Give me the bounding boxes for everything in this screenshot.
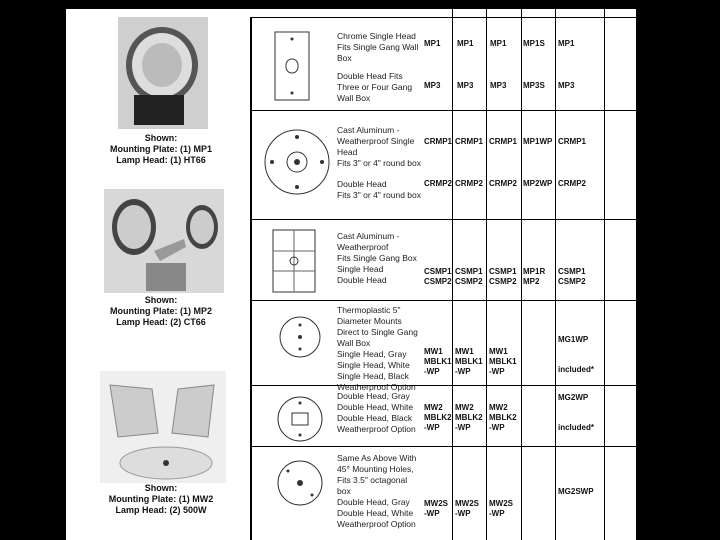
column-divider: [604, 9, 605, 540]
round-plate-drawing: [262, 127, 332, 197]
cell: MG1WP included*: [558, 335, 595, 374]
cell: CRMP2: [455, 179, 484, 188]
photo-single-head-mp1: [118, 17, 208, 129]
cell: MP3: [490, 81, 507, 90]
cell: CRMP2: [558, 179, 587, 188]
lamp-photo-image: [104, 189, 224, 293]
column-divider: [555, 9, 556, 540]
row-4-desc: Thermoplastic 5" Diameter Mounts Direct to Single Gang Wall Box Single Head, Gray Single Head, White Single Head, Black Weatherproof Option: [337, 305, 418, 392]
column-divider: [486, 9, 487, 540]
table-border-left: [250, 17, 252, 540]
row-6-desc: Same As Above With 45° Mounting Holes, Fits 3.5" octagonal box Double Head, Gray Double Head, White Weatherproof Option: [337, 453, 417, 529]
cell: CSMP1 CSMP2: [455, 267, 483, 286]
cell: CRMP1: [455, 137, 484, 146]
cell: CRMP2: [424, 179, 453, 188]
lamp-photo-image: [100, 371, 226, 483]
cell: MP3: [558, 81, 575, 90]
table-border-top: [250, 17, 636, 18]
column-divider: [452, 9, 453, 540]
row-divider: [250, 110, 636, 111]
cell: MP1: [457, 39, 474, 48]
cell: MW2 MBLK2 -WP: [455, 403, 483, 432]
row-3-desc: Cast Aluminum - Weatherproof Fits Single Gang Box Single Head Double Head: [337, 231, 417, 285]
cell: MP3S: [523, 81, 545, 90]
row-2-desc-a: Cast Aluminum - Weatherproof Single Head Fits 3" or 4" round box: [337, 125, 421, 168]
cell: MG2SWP: [558, 487, 594, 496]
cell: MW1 MBLK1 -WP: [455, 347, 483, 376]
wall-plate-drawing: [274, 31, 310, 101]
round-thermoplastic-plate-drawing: [278, 315, 322, 359]
cell: MP3: [457, 81, 474, 90]
cell: MW2S -WP: [424, 499, 448, 518]
photo-caption-2: Shown: Mounting Plate: (1) MP2 Lamp Head: (2) CT66: [110, 295, 212, 327]
row-divider: [250, 385, 636, 386]
cell: MW2S -WP: [489, 499, 513, 518]
row-divider: [250, 219, 636, 220]
photo-double-head-mp2: [104, 189, 224, 293]
row-5-desc: Double Head, Gray Double Head, White Double Head, Black Weatherproof Option: [337, 391, 416, 434]
cell: MW1 MBLK1 -WP: [489, 347, 517, 376]
round-octagon-plate-drawing: [276, 459, 324, 507]
row-2-desc-b: Double Head Fits 3" or 4" round box: [337, 179, 421, 200]
cell: MW2 MBLK2 -WP: [489, 403, 517, 432]
cell: CRMP2: [489, 179, 518, 188]
row-divider: [250, 446, 636, 447]
row-divider: [250, 300, 636, 301]
cell: CSMP1 CSMP2: [489, 267, 517, 286]
cell: MP1: [558, 39, 575, 48]
cell: MW1 MBLK1 -WP: [424, 347, 452, 376]
catalog-sheet: [66, 9, 636, 540]
cell: CRMP1: [424, 137, 453, 146]
cell: CRMP1: [489, 137, 518, 146]
photo-mw2-head: [100, 371, 226, 483]
cell: MW2S -WP: [455, 499, 479, 518]
cell: MG2WP included*: [558, 393, 595, 432]
photo-caption-1: Shown: Mounting Plate: (1) MP1 Lamp Head: (1) HT66: [110, 133, 212, 165]
cell: MP1WP: [523, 137, 553, 146]
cell: MP1: [424, 39, 441, 48]
cell: CRMP1: [558, 137, 587, 146]
cell: MP2WP: [523, 179, 553, 188]
cell: MP3: [424, 81, 441, 90]
lamp-photo-image: [118, 17, 208, 129]
cell: MW2 MBLK2 -WP: [424, 403, 452, 432]
cell: MP1: [490, 39, 507, 48]
row-1-desc-a: Chrome Single Head Fits Single Gang Wall Box: [337, 31, 419, 63]
column-divider: [521, 9, 522, 540]
cell: CSMP1 CSMP2: [424, 267, 452, 286]
cell: MP1R MP2: [523, 267, 546, 286]
row-1-desc-b: Double Head Fits Three or Four Gang Wall Box: [337, 71, 413, 103]
rect-cast-plate-drawing: [272, 229, 316, 293]
round-double-plate-drawing: [276, 395, 324, 443]
photo-caption-3: Shown: Mounting Plate: (1) MW2 Lamp Head: (2) 500W: [108, 483, 214, 515]
cell: CSMP1 CSMP2: [558, 267, 586, 286]
cell: MP1S: [523, 39, 545, 48]
